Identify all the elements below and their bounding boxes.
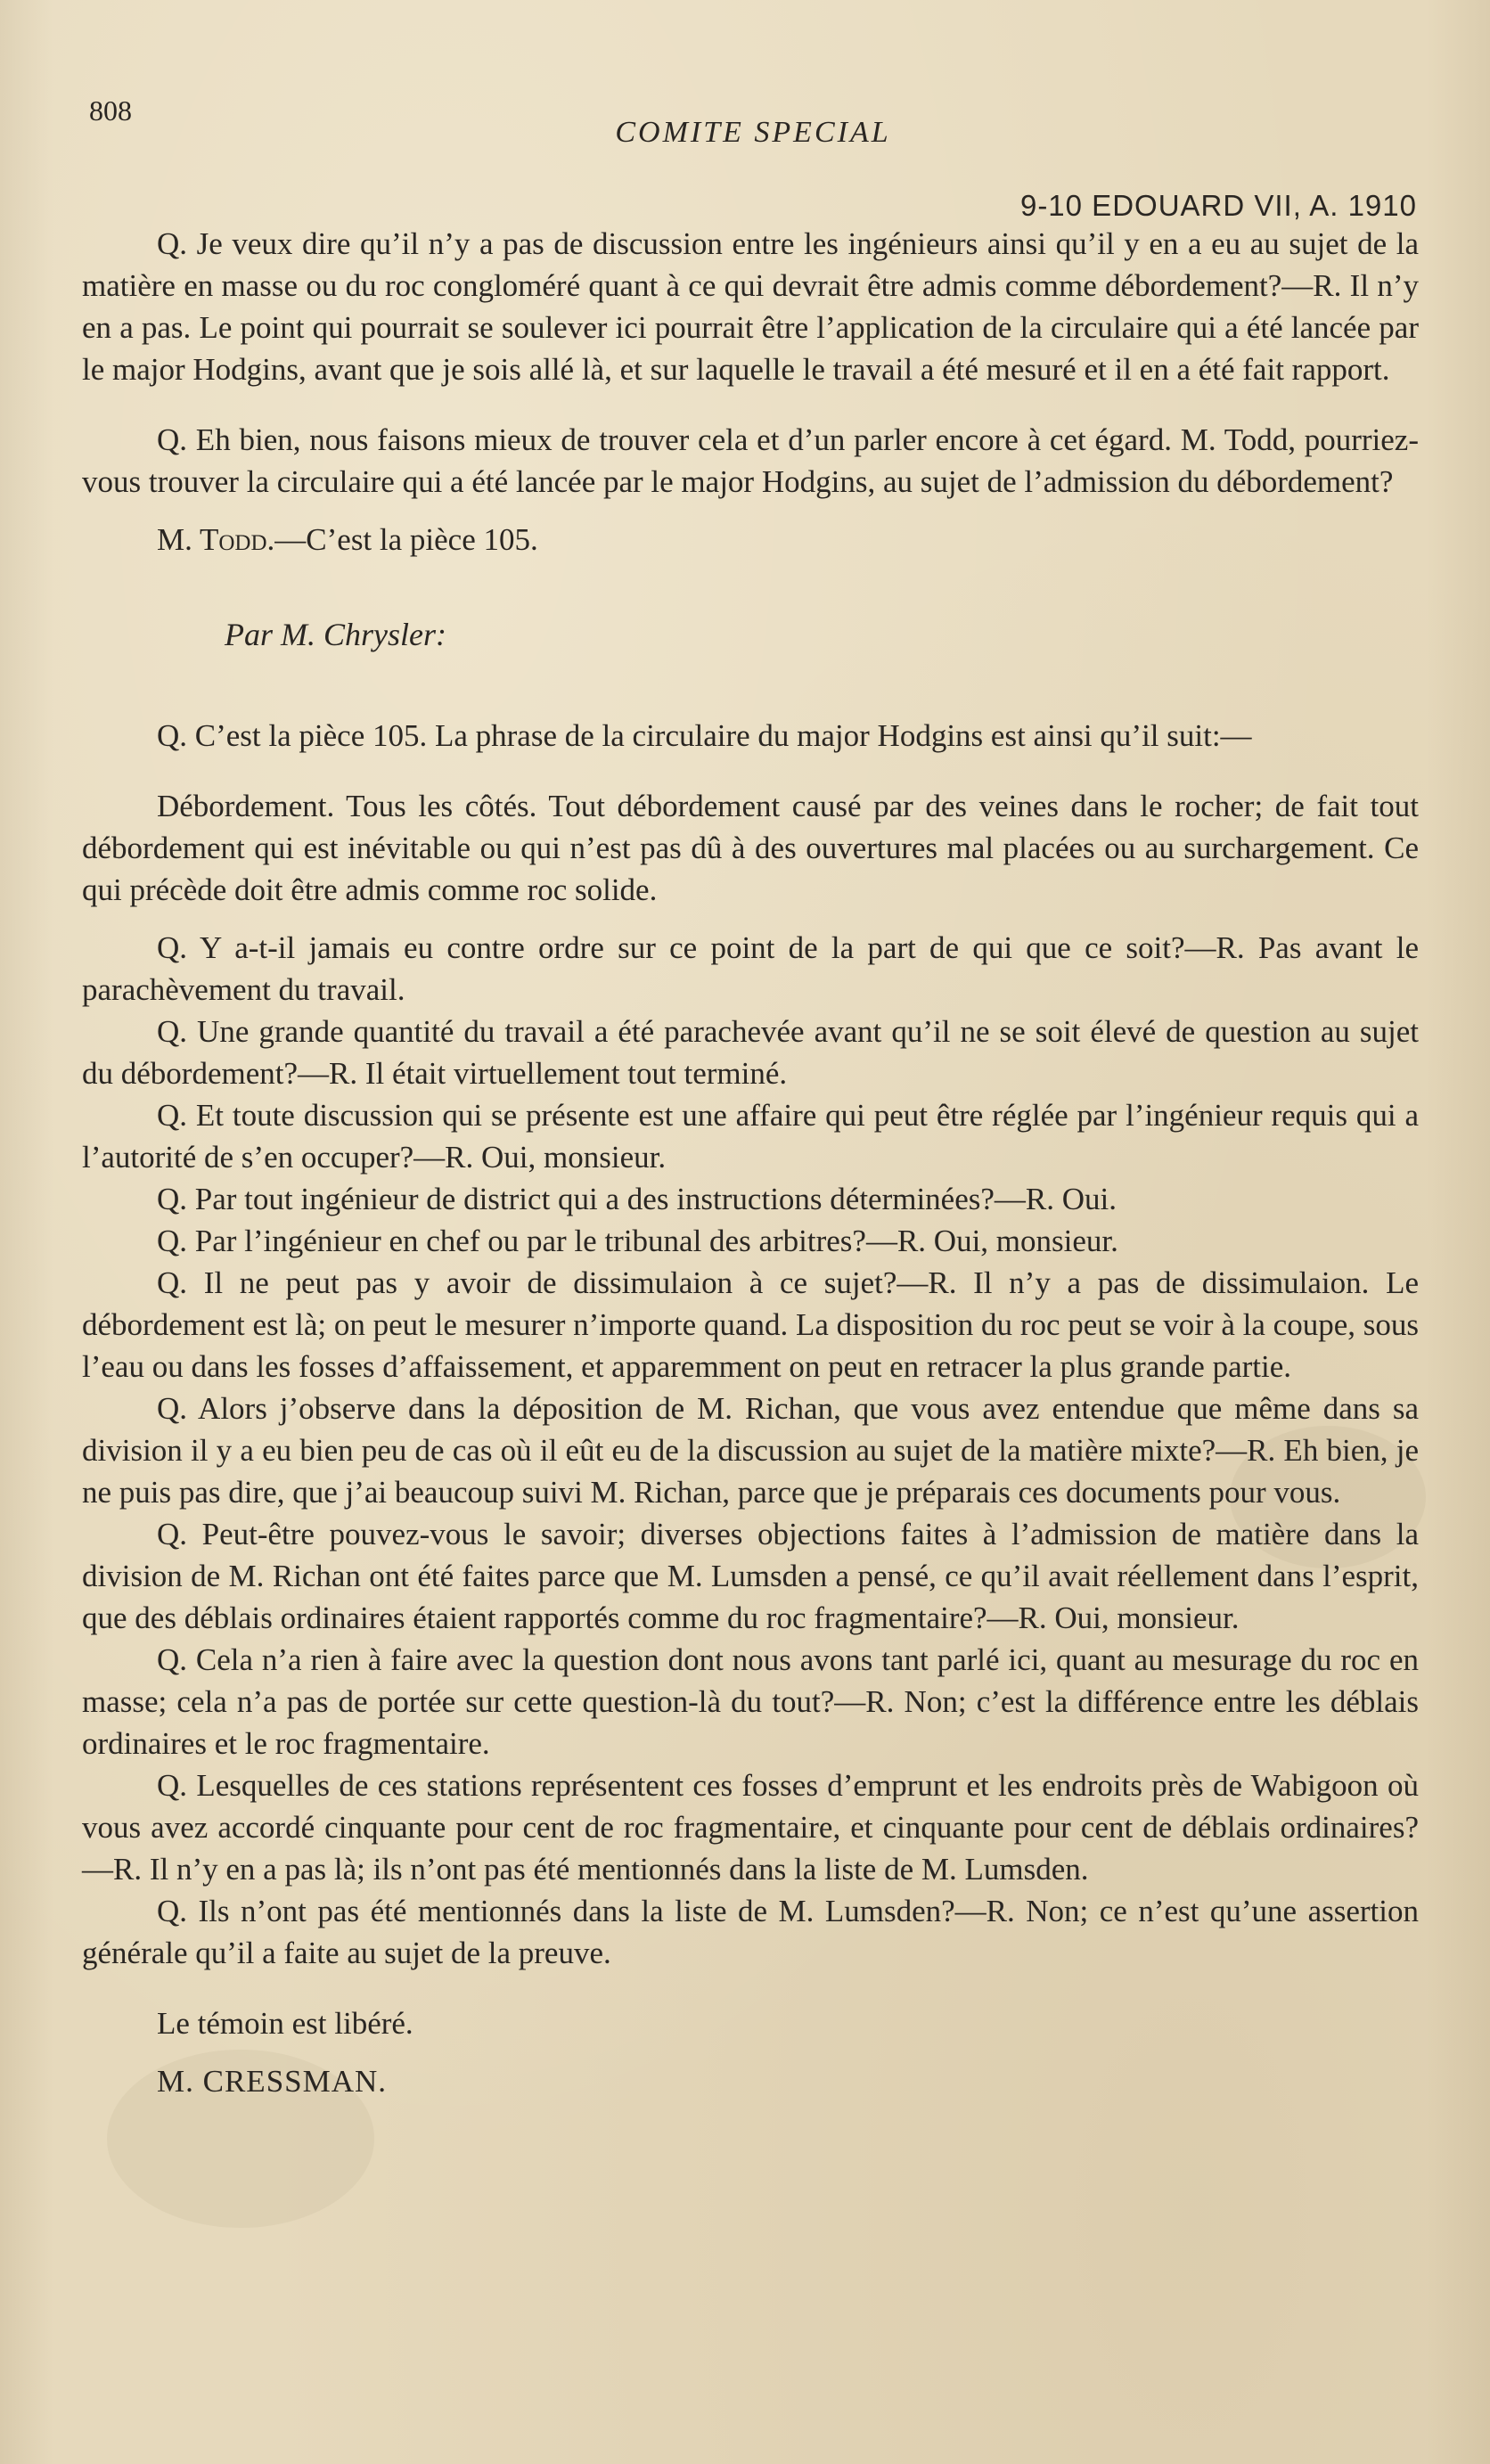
paragraph: Q. Ils n’ont pas été mentionnés dans la liste de M. Lumsden?—R. Non; ce n’est qu’une assertion générale qu’il a faite au sujet de la preuve. — [82, 1894, 1419, 1970]
quoted-circular: Débordement. Tous les côtés. Tout débordement causé par des veines dans le rocher; de fait tout débordement qui est inévitable ou qui n’est pas dû à des ouvertures mal placées ou au surchargement. Ce qui précède doit être admis comme roc solide. — [82, 789, 1419, 907]
examiner-byline: Par M. Chrysler: — [225, 617, 446, 652]
paragraph: Q. Et toute discussion qui se présente est une affaire qui peut être réglée par l’ingénieur requis qui a l’autorité de s’en occuper?—R. Oui, monsieur. — [82, 1098, 1419, 1175]
paragraph: Q. Eh bien, nous faisons mieux de trouver cela et d’un parler encore à cet égard. M. Todd, pourriez-vous trouver la circulaire qui a été lancée par le major Hodgins, au sujet de l’admission du débordement? — [82, 422, 1419, 499]
paragraph: Q. Y a-t-il jamais eu contre ordre sur ce point de la part de qui que ce soit?—R. Pas avant le parachèvement du travail. — [82, 930, 1419, 1007]
paragraph: Q. Par l’ingénieur en chef ou par le tribunal des arbitres?—R. Oui, monsieur. — [157, 1224, 1118, 1258]
paragraph: Q. Lesquelles de ces stations représentent ces fosses d’emprunt et les endroits près de Wabigoon où vous avez accordé cinquante pour cent de roc fragmentaire, et cinquante pour cent de déblais ordinaires?—R. Il n’y en a pas là; ils n’ont pas été mentionnés dans la liste de M. Lumsden. — [82, 1768, 1419, 1887]
paragraph: Q. Il ne peut pas y avoir de dissimulaion à ce sujet?—R. Il n’y a pas de dissimulaion. Le débordement est là; on peut le mesurer n’importe quand. La disposition du roc peut se voir à la coupe, sous l’eau ou dans les fosses d’affaissement, et apparemment on peut en retracer la plus grande partie. — [82, 1265, 1419, 1384]
edition-label: 9-10 EDOUARD VII, A. 1910 — [1019, 189, 1417, 222]
paragraph: Q. Peut-être pouvez-vous le savoir; diverses objections faites à l’admission de matière dans la division de M. Richan ont été faites parce que M. Lumsden a pensé, ce qu’il avait réellement dans l’esprit, que des déblais ordinaires étaient rapportés comme du roc fragmentaire?—R. Oui, monsieur. — [82, 1517, 1419, 1635]
paragraph — [82, 519, 1419, 561]
paragraph: Q. Je veux dire qu’il n’y a pas de discussion entre les ingénieurs ainsi qu’il y en a eu au sujet de la matière en masse ou du roc congloméré quant à ce qui devrait être admis comme débordement?—R. Il n’y en a pas. Le point qui pourrait se soulever ici pourrait être l’application de la circulaire qui a été lancée par le major Hodgins, avant que je sois allé là, et sur laquelle le travail a été mesuré et il en a été fait rapport. — [82, 226, 1419, 387]
witness-released: Le témoin est libéré. — [157, 2006, 413, 2041]
page-header — [89, 86, 1417, 237]
next-witness-heading: M. CRESSMAN. — [157, 2064, 388, 2099]
paragraph: Q. C’est la pièce 105. La phrase de la circulaire du major Hodgins est ainsi qu’il suit:— — [157, 718, 1252, 753]
page-number: 808 — [89, 94, 132, 127]
speaker-text: —C’est la pièce 105. — [274, 522, 538, 557]
speaker-name: M. Todd. — [157, 522, 275, 557]
document-body — [82, 223, 1419, 2102]
paragraph: Q. Une grande quantité du travail a été parachevée avant qu’il ne se soit élevé de question au sujet du débordement?—R. Il était virtuellement tout terminé. — [82, 1014, 1419, 1091]
paragraph: Q. Par tout ingénieur de district qui a des instructions déterminées?—R. Oui. — [157, 1182, 1118, 1216]
running-title: COMITE SPECIAL — [615, 116, 891, 149]
paragraph: Q. Alors j’observe dans la déposition de M. Richan, que vous avez entendue que même dans sa division il y a eu bien peu de cas où il eût eu de la discussion au sujet de la matière mixte?—R. Eh bien, je ne puis pas dire, que j’ai beaucoup suivi M. Richan, parce que je préparais ces documents pour vous. — [82, 1391, 1419, 1510]
paragraph: Q. Cela n’a rien à faire avec la question dont nous avons tant parlé ici, quant au mesurage du roc en masse; cela n’a pas de portée sur cette question-là du tout?—R. Non; c’est la différence entre les déblais ordinaires et le roc fragmentaire. — [82, 1642, 1419, 1761]
